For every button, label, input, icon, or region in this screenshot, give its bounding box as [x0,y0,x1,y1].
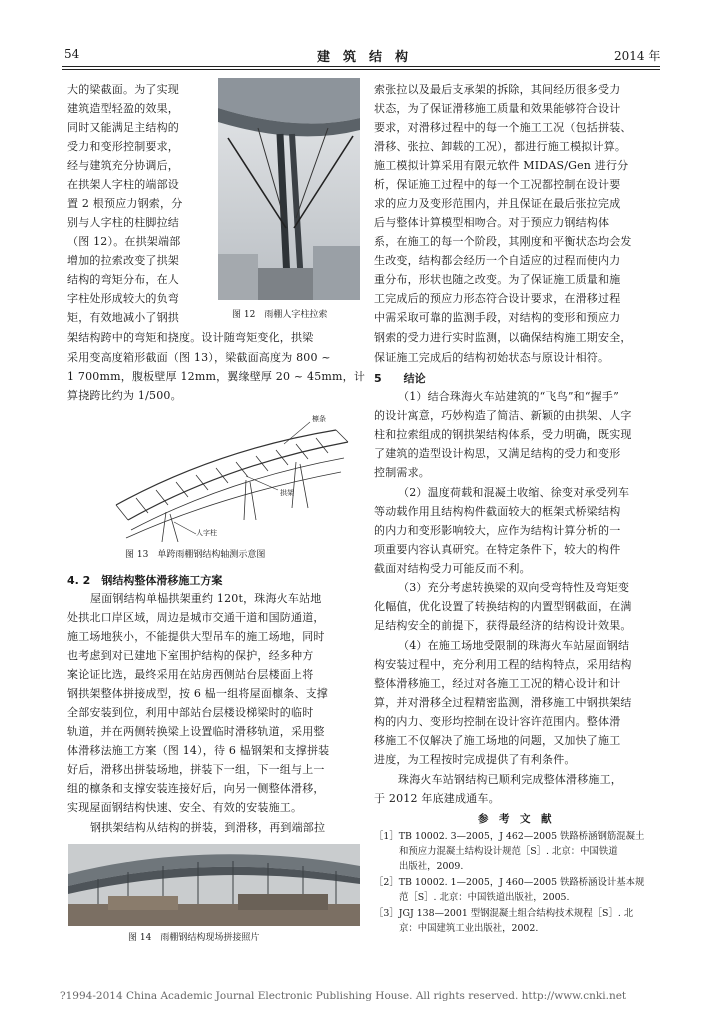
text-line: 保证施工完成后的结构初始状态与原设计相符。 [374,351,610,364]
text-line: 1 700mm，腹板壁厚 12mm，翼缘壁厚 20 ~ 45mm，计 [67,370,366,383]
text-line: 屋面钢结构单榀拱架重约 120t，珠海火车站地 [90,592,322,605]
text-line: 置 2 根预应力钢索，分 [67,197,183,210]
section-heading-4-2: 4. 2 钢结构整体滑移施工方案 [67,574,223,587]
reference-item: 出版社，2009. [399,861,464,872]
text-line: 受力和变形控制要求， [67,140,179,153]
text-line: 处拱北口岸区域，周边是城市交通干道和国防通道， [67,611,325,624]
section-heading-5: 5 结论 [374,372,426,385]
text-line: 要求，对滑移过程中的每一个施工工况（包括拼装、 [374,121,632,134]
text-line: 整体滑移施工，经过对各施工工况的精心设计和计 [374,677,621,690]
reference-item: ［3］JGJ 138—2001 型钢混凝土组合结构技术规程［S］. 北 [374,908,634,919]
text-line: 建筑造型轻盈的效果， [67,102,179,115]
figure-13-caption: 图 13 单跨雨棚钢结构轴测示意图 [125,550,266,560]
text-line: 也考虑到对已建地下室围护结构的保护，经多种方 [67,649,314,662]
site-assembly-photo [68,844,360,926]
text-line: 组的檩条和支撑安装连接好后，向另一侧整体滑移， [67,782,325,795]
references-title: 参 考 文 献 [478,813,552,825]
text-line: 别与人字柱的柱脚拉结 [67,216,179,229]
label-leader-purlin [284,422,310,444]
text-line: （图 12）。在拱架端部 [67,235,181,248]
copyright-footer: ?1994-2014 China Academic Journal Electronic Publishing House. All rights reserved. http://www.cnki.net [60,990,627,1002]
figure-12-photo [218,78,360,300]
text-line: 大的梁截面。为了实现 [67,83,179,96]
label-leader-column [174,522,196,534]
reference-item: ［2］TB 10002. 1—2005，J 460—2005 铁路桥涵设计基本规 [374,877,645,888]
text-line: 结构的弯矩分布，在人 [67,273,179,286]
reference-item: 京：中国建筑工业出版社，2002. [399,923,539,934]
figure-12-caption: 图 12 雨棚人字柱拉索 [232,310,328,320]
figure-14-caption: 图 14 雨棚钢结构现场拼接照片 [128,933,260,943]
header-rule-bottom [62,69,660,70]
text-line: 进度，为工程按时完成提供了有利条件。 [374,753,576,766]
text-line: 系，在施工的每一个阶段，其刚度和平衡状态均会发 [374,235,632,248]
text-line: 析，保证施工过程中的每一个工况都控制在设计要 [374,178,621,191]
text-line: 珠海火车站钢结构已顺利完成整体滑移施工， [398,773,622,786]
text-line: （2）温度荷载和混凝土收缩、徐变对承受列车 [398,486,630,499]
text-line: 矩，有效地减小了钢拱 [67,311,179,324]
text-line: 构安装过程中，充分利用工程的结构特点，采用结构 [374,658,632,671]
figure-14-photo [68,844,360,926]
journal-year: 2014 年 [614,49,661,63]
text-line: 柱和拉索组成的钢拱架结构体系，受力明确，既实现 [374,428,632,441]
text-line: 全部安装到位，利用中部站台层楼设梯梁时的临时 [67,706,314,719]
canopy-column-photo [218,78,360,300]
header-rule-top [62,66,660,67]
text-line: 轨道，并在两侧转换梁上设置临时滑移轨道，采用整 [67,725,325,738]
text-line: 同时又能满足主结构的 [67,121,179,134]
text-line: 等动载作用且结构构件截面较大的框架式桥梁结构 [374,505,621,518]
text-line: （3）充分考虑转换梁的双向受弯特性及弯矩变 [398,581,630,594]
reference-item: 和预应力混凝土结构设计规范［S］. 北京：中国铁道 [399,846,618,857]
reference-item: 范［S］. 北京：中国铁道出版社，2005. [399,892,570,903]
text-line: （4）在施工场地受限制的珠海火车站屋面钢结 [398,639,630,652]
steel-structure-axonometric [96,410,358,542]
text-line: 控制需求。 [374,466,430,479]
text-line: 生改变，结构都会经历一个自适应的过程而使内力 [374,254,621,267]
text-line: 项重要内容认真研究。在特定条件下，较大的构件 [374,543,621,556]
text-line: 化幅值，优化设置了转换结构的内置型钢截面，在满 [374,600,632,613]
fig13-label-arch: 拱架 [280,489,294,497]
text-line: 钢拱架结构从结构的拼装，到滑移，再到端部拉 [90,821,326,834]
text-line: 中需采取可靠的监测手段，对结构的变形和预应力 [374,311,621,324]
text-line: 架结构跨中的弯矩和挠度。设计随弯矩变化，拱梁 [67,331,314,344]
text-line: 的设计寓意，巧妙构造了简洁、新颖的由拱架、人字 [374,409,632,422]
text-line: 状态，为了保证滑移施工质量和效果能够符合设计 [374,102,621,115]
text-line: （1）结合珠海火车站建筑的“飞鸟”和“握手” [398,390,619,403]
text-line: 经与建筑充分协调后， [67,159,179,172]
reference-item: ［1］TB 10002. 3—2005，J 462—2005 铁路桥涵钢筋混凝土 [374,831,645,842]
text-line: 算挠跨比约为 1/500。 [67,389,182,402]
text-line: 移施工不仅解决了施工场地的问题，又加快了施工 [374,734,621,747]
text-line: 构的内力、变形均控制在设计容许范围内。整体滑 [374,715,621,728]
text-line: 截面对结构受力可能反而不利。 [374,562,531,575]
text-line: 算，并对滑移全过程精密监测，滑移施工中钢拱架结 [374,696,632,709]
text-line: 了建筑的造型设计构思，又满足结构的受力和变形 [374,447,621,460]
text-line: 后与整体计算模型相吻合。对于预应力钢结构体 [374,216,610,229]
text-line: 在拱架人字柱的端部设 [67,178,179,191]
text-line: 施工场地狭小，不能提供大型吊车的施工场地，同时 [67,630,325,643]
figure-13-drawing [96,410,358,542]
text-line: 索张拉以及最后支承架的拆除，其间经历很多受力 [374,83,621,96]
text-line: 施工模拟计算采用有限元软件 MIDAS/Gen 进行分 [374,159,629,172]
text-line: 好后，滑移出拼装场地，拼装下一组，下一组与上一 [67,763,325,776]
text-line: 实现屋面钢结构快速、安全、有效的安装施工。 [67,801,303,814]
text-line: 案论证比选，最终采用在站房西侧站台层楼面上将 [67,668,314,681]
text-line: 求的应力及变形范围内，并且保证在最后张拉完成 [374,197,621,210]
journal-title: 建 筑 结 构 [317,50,409,65]
text-line: 增加的拉索改变了拱架 [67,254,179,267]
text-line: 滑移、张拉、卸载的工况），都进行施工模拟计算。 [374,140,627,153]
text-line: 字柱处形成较大的负弯 [67,292,179,305]
page-number: 54 [64,47,80,61]
text-line: 钢拱架整体拼接成型，按 6 榀一组将屋面檩条、支撑 [67,687,328,700]
text-line: 的内力和变形影响较大，应作为结构计算分析的一 [374,524,621,537]
text-line: 重分布，形状也随之改变。为了保证施工质量和施 [374,273,621,286]
text-line: 于 2012 年底建成通车。 [374,792,500,805]
text-line: 足结构安全的前提下，获得最经济的结构设计效果。 [374,619,632,632]
text-line: 采用变高度箱形截面（图 13），梁截面高度为 800 ~ [67,351,331,364]
text-line: 体滑移法施工方案（图 14），待 6 榀钢架和支撑拼装 [67,744,330,757]
fig13-label-column: 人字柱 [196,529,217,537]
fig13-label-purlin: 檩条 [312,415,326,423]
text-line: 钢索的受力进行实时监测，以确保结构施工期安全， [374,331,632,344]
text-line: 工完成后的预应力形态符合设计要求，在滑移过程 [374,292,621,305]
